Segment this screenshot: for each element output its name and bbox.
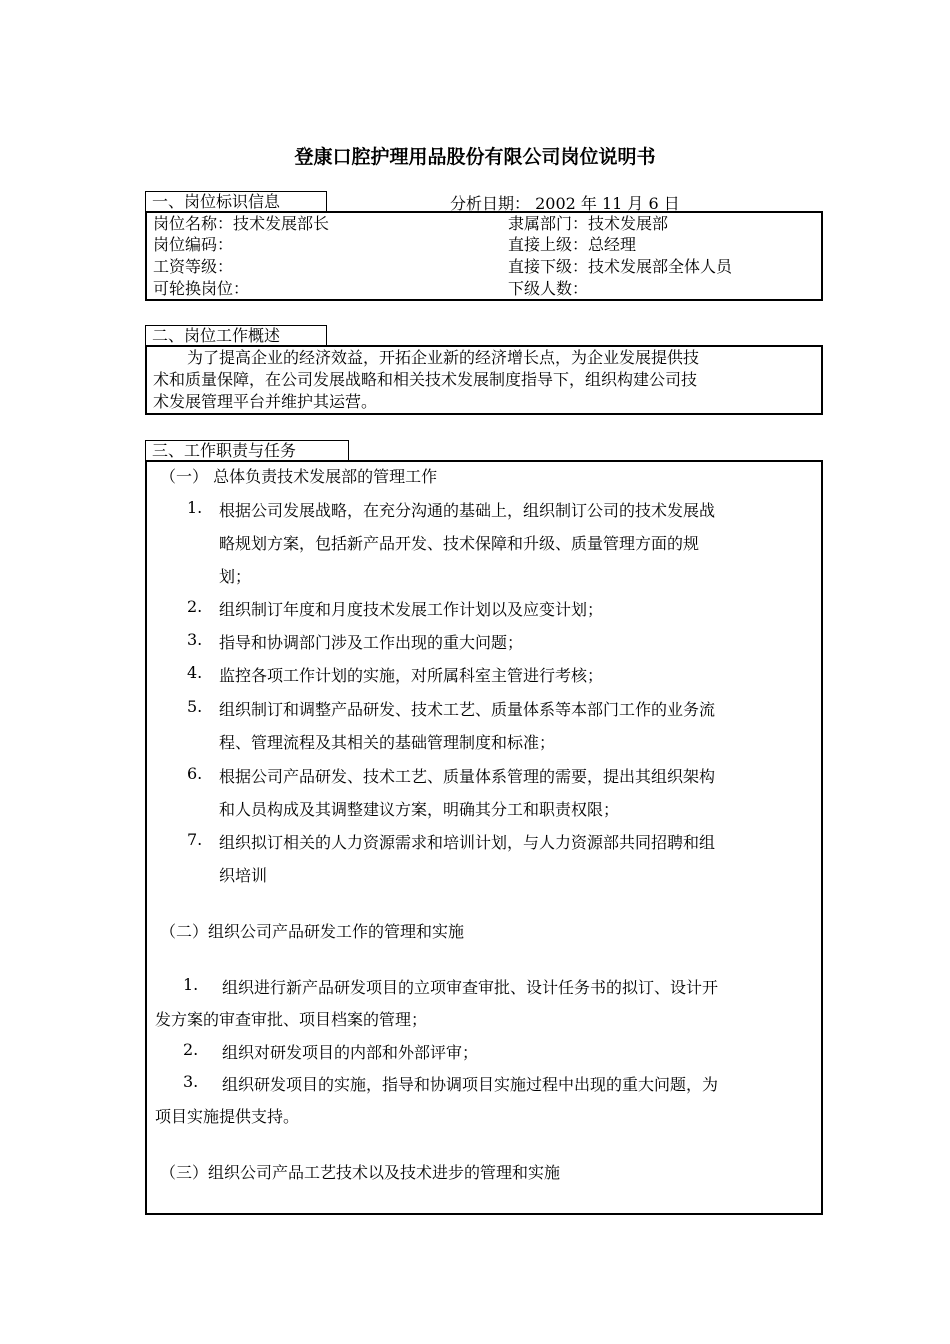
group2-title: （二）组织公司产品研发工作的管理和实施 bbox=[160, 922, 465, 941]
field-salary-grade: 工资等级： bbox=[153, 257, 234, 276]
item-line: 组织制订和调整产品研发、技术工艺、质量体系等本部门工作的业务流 bbox=[219, 700, 716, 719]
item-number: 2. bbox=[183, 1040, 199, 1059]
item-line: 组织拟订相关的人力资源需求和培训计划，与人力资源部共同招聘和组 bbox=[219, 833, 716, 852]
field-position-code: 岗位编码： bbox=[153, 235, 234, 254]
item-number: 1. bbox=[187, 498, 203, 517]
item-line: 组织研发项目的实施，指导和协调项目实施过程中出现的重大问题，为 bbox=[222, 1075, 719, 1094]
item-line: 组织制订年度和月度技术发展工作计划以及应变计划； bbox=[219, 600, 604, 619]
item-line: 组织对研发项目的内部和外部评审； bbox=[222, 1043, 479, 1062]
field-direct-superior: 直接上级：总经理 bbox=[508, 235, 637, 254]
item-line: 监控各项工作计划的实施，对所属科室主管进行考核； bbox=[219, 666, 604, 685]
item-number: 2. bbox=[187, 597, 203, 616]
item-line: 项目实施提供支持。 bbox=[155, 1107, 300, 1126]
summary-line-3: 术发展管理平台并维护其运营。 bbox=[153, 392, 378, 411]
item-number: 5. bbox=[187, 697, 203, 716]
field-rotation-position: 可轮换岗位： bbox=[153, 279, 250, 298]
section3-heading: 三、工作职责与任务 bbox=[145, 440, 349, 461]
item-line: 和人员构成及其调整建议方案，明确其分工和职责权限； bbox=[219, 800, 620, 819]
item-number: 4. bbox=[187, 663, 203, 682]
item-number: 7. bbox=[187, 830, 203, 849]
item-line: 略规划方案，包括新产品开发、技术保障和升级、质量管理方面的规 bbox=[219, 534, 700, 553]
group1-title: （一） 总体负责技术发展部的管理工作 bbox=[160, 467, 438, 486]
item-line: 划； bbox=[219, 567, 252, 586]
item-line: 根据公司产品研发、技术工艺、质量体系管理的需要，提出其组织架构 bbox=[219, 767, 716, 786]
summary-line-1: 为了提高企业的经济效益，开拓企业新的经济增长点，为企业发展提供技 bbox=[187, 348, 700, 367]
summary-line-2: 术和质量保障，在公司发展战略和相关技术发展制度指导下，组织构建公司技 bbox=[153, 370, 698, 389]
group3-title: （三）组织公司产品工艺技术以及技术进步的管理和实施 bbox=[160, 1163, 561, 1182]
field-subordinate-count: 下级人数： bbox=[508, 279, 589, 298]
item-line: 发方案的审查审批、项目档案的管理； bbox=[155, 1010, 428, 1029]
analysis-date: 分析日期： 2002 年 11 月 6 日 bbox=[450, 194, 680, 213]
item-line: 组织进行新产品研发项目的立项审查审批、设计任务书的拟订、设计开 bbox=[222, 978, 719, 997]
section1-heading: 一、岗位标识信息 bbox=[145, 191, 327, 212]
item-line: 织培训 bbox=[219, 866, 268, 885]
item-number: 6. bbox=[187, 764, 203, 783]
field-department: 隶属部门：技术发展部 bbox=[508, 214, 669, 233]
item-line: 程、管理流程及其相关的基础管理制度和标准； bbox=[219, 733, 556, 752]
page-title: 登康口腔护理用品股份有限公司岗位说明书 bbox=[294, 146, 656, 168]
item-line: 根据公司发展战略，在充分沟通的基础上，组织制订公司的技术发展战 bbox=[219, 501, 716, 520]
item-line: 指导和协调部门涉及工作出现的重大问题； bbox=[219, 633, 524, 652]
section2-heading: 二、岗位工作概述 bbox=[145, 325, 327, 346]
field-direct-subordinates: 直接下级：技术发展部全体人员 bbox=[508, 257, 733, 276]
item-number: 3. bbox=[183, 1072, 199, 1091]
field-position-name: 岗位名称：技术发展部长 bbox=[153, 214, 330, 233]
item-number: 1. bbox=[183, 975, 199, 994]
item-number: 3. bbox=[187, 630, 203, 649]
